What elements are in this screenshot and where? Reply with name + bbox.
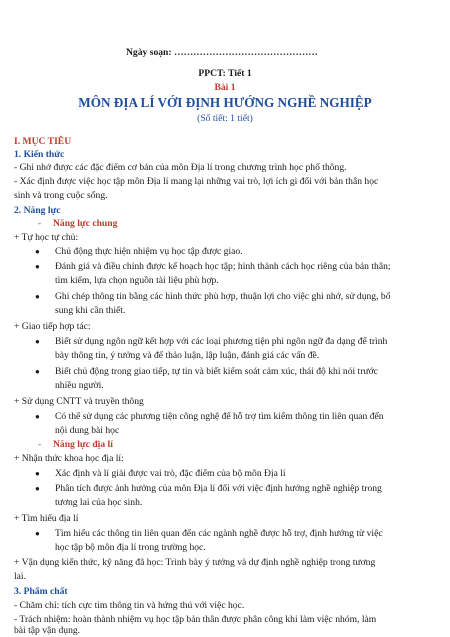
dash-icon: - [38,439,42,450]
list-item: Ghi chép thông tin bằng các hình thức phù hợp, thuận lợi cho việc ghi nhớ, sử dụng, bổ [55,291,391,302]
periods-count: (Số tiết: 1 tiết) [197,113,253,124]
list-item: Đánh giá và điều chỉnh được kế hoạch học tập; hình thành cách học riêng của bản thân; [55,261,391,272]
list-item: Biết chủ động trong giao tiếp, tự tin và biết kiểm soát cảm xúc, thái độ khi nói trước [55,366,378,377]
list-item-cont: sung khi cần thiết. [55,305,126,316]
bullet-icon: ● [35,469,40,478]
heading-competence: 2. Năng lực [14,205,61,216]
quality-item: - Trách nhiệm: hoàn thành nhiệm vụ học tập bản thân được phân công khi làm việc nhóm, làm [14,614,377,625]
heading-qualities: 3. Phẩm chất [14,586,68,597]
quality-item-cont: bài tập vận dụng. [14,625,81,636]
bullet-icon: ● [35,484,40,493]
knowledge-item-cont: sinh và trong cuộc sống. [14,190,108,201]
science-awareness-label: + Nhận thức khoa học địa lí: [14,453,124,464]
list-item: Biết sử dụng ngôn ngữ kết hợp với các loại phương tiện phi ngôn ngữ đa dạng để trình [55,336,388,347]
apply-knowledge-cont: lai. [14,571,26,582]
general-competence: Năng lực chung [53,218,118,229]
bullet-icon: ● [35,247,40,256]
ict-label: + Sử dụng CNTT và truyền thông [14,396,144,407]
bullet-icon: ● [35,292,40,301]
explore-geography-label: + Tìm hiểu địa lí [14,513,79,524]
list-item-cont: tương lai của học sinh. [55,497,143,508]
list-item: Tìm hiểu các thông tin liên quan đến các ngành nghề được hỗ trợ, định hướng từ việc [55,528,383,539]
bullet-icon: ● [35,262,40,271]
section-objectives: I. MỤC TIÊU [14,136,72,147]
date-prepared: Ngày soạn: ……………………………………… [126,47,318,58]
geography-competence: Năng lực địa lí [53,439,113,450]
lesson-title: MÔN ĐỊA LÍ VỚI ĐỊNH HƯỚNG NGHỀ NGHIỆP [78,95,372,110]
list-item: Xác định và lí giải được vai trò, đặc điểm của bộ môn Địa lí [55,468,286,479]
heading-knowledge: 1. Kiến thức [14,149,65,160]
list-item: Chủ động thực hiện nhiệm vụ học tập được giao. [55,246,243,257]
list-item: Phân tích được ảnh hưởng của môn Địa lí đối với việc định hướng nghề nghiệp trong [55,483,382,494]
list-item-cont: nhiều người. [55,380,104,391]
quality-item: - Chăm chỉ: tích cực tìm thông tin và hứng thú với việc học. [14,600,245,611]
knowledge-item: - Xác định được việc học tập môn Địa lí mang lại những vai trò, lợi ích gì đối với bản thân học [14,176,379,187]
bullet-icon: ● [35,529,40,538]
knowledge-item: - Ghi nhớ được các đặc điểm cơ bản của môn Địa lí trong chương trình học phổ thông. [14,162,347,173]
list-item: Có thể sử dụng các phương tiện công nghệ để hỗ trợ tìm kiếm thông tin liên quan đến [55,411,384,422]
list-item-cont: tìm kiếm, lựa chọn nguồn tài liệu phù hợp. [55,275,219,286]
bullet-icon: ● [35,367,40,376]
ppct-label: PPCT: Tiết 1 [198,68,252,79]
list-item-cont: học tập bộ môn địa lí trong trường học. [55,542,206,553]
bullet-icon: ● [35,337,40,346]
apply-knowledge: + Vận dụng kiến thức, kỹ năng đã học: Trình bày ý tưởng và dự định nghề nghiệp trong tương [14,557,376,568]
list-item-cont: bày thông tin, ý tưởng và để thảo luận, lập luận, đánh giá các vấn đề. [55,350,320,361]
self-study-label: + Tự học tự chủ: [14,232,79,243]
dash-icon: - [38,218,42,229]
cooperation-label: + Giao tiếp hợp tác: [14,321,91,332]
lesson-number: Bài 1 [214,82,236,93]
bullet-icon: ● [35,412,40,421]
list-item-cont: nội dung bài học [55,425,120,436]
